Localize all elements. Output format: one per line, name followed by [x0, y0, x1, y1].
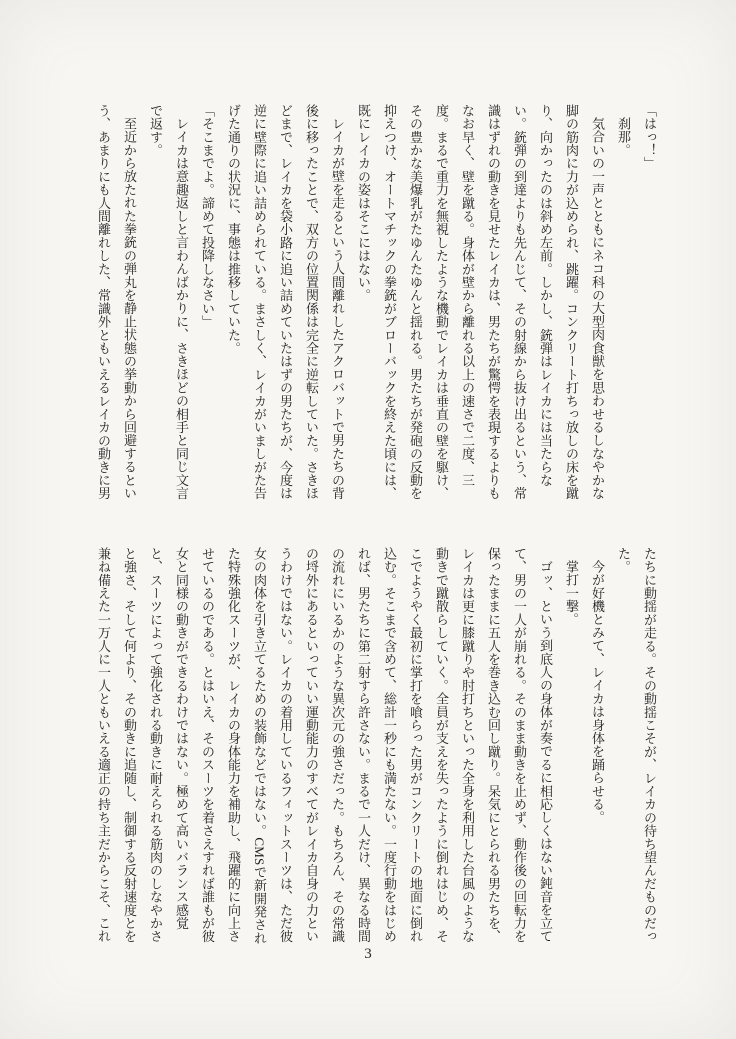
text-column: 「はっ！」 [642, 104, 657, 170]
text-column: 既にレイカの姿はそこにはない。 [356, 104, 371, 302]
text-column: 至近から放たれた拳銃の弾丸を静止状態の挙動から回避するとい [122, 117, 137, 500]
text-column: なお早く、壁を蹴る。身体が壁から離れる以上の速さで二度、三 [460, 104, 475, 487]
text-column: せているのである。とはいえ、そのスーツを着さえすれば誰もが彼 [200, 547, 215, 943]
text-column: 識はずれの動きを見せたレイカは、男たちが驚愕を表現するよりも [486, 104, 501, 500]
text-column: どまで、レイカを袋小路に追い詰めていたはずの男たちが、今度は [278, 104, 293, 500]
text-column: 女と同様の動きができるわけではない。極めて高いバランス感覚 [174, 547, 189, 930]
text-column: の埒外にあるといっていい運動能力のすべてがレイカ自身の力とい [304, 547, 319, 943]
text-column: り、向かったのは斜め左前。しかし、銃弾はレイカには当たらな [538, 104, 553, 487]
text-column: 脚の筋肉に力が込められ、跳躍。コンクリート打ちっ放しの床を蹴 [564, 104, 579, 500]
text-column: て、男の一人が崩れる。そのまま動きを止めず、動作後の回転力を [512, 547, 527, 943]
text-column: 抑えつけ、オートマチックの拳銃がブローバックを終えた頃には、 [382, 104, 397, 500]
text-column: で返す。 [148, 104, 163, 157]
text-column: 込む。そこまで含めて、総計一秒にも満たない。一度行動をはじめ [382, 547, 397, 943]
text-column: た。 [616, 547, 631, 574]
text-column: こでようやく最初に掌打を喰らった男がコンクリートの地面に倒れ [408, 547, 423, 943]
text-block-top [90, 104, 662, 514]
page-number: 3 [364, 946, 372, 962]
text-column: 「そこまでよ。諦めて投降しなさい」 [200, 104, 215, 329]
text-column: と強さ、そして何より、その動きに追随し、制御する反射速度とを [122, 547, 137, 943]
text-column: げた通りの状況に、事態は推移していた。 [226, 104, 241, 355]
text-column: 逆に壁際に追い詰められている。まさしく、レイカがいましがた告 [252, 104, 267, 500]
text-column: 女の肉体を引き立てるための装飾などではない。CMSで新開発され [252, 547, 267, 945]
text-column: う、あまりにも人間離れした、常識外ともいえるレイカの動きに男 [96, 104, 111, 500]
text-column: 保ったままに五人を巻き込む回し蹴り。呆気にとられる男たちを、 [486, 547, 501, 943]
text-column: 動きで蹴散らしていく。全員が支えを失ったように倒れはじめ、そ [434, 547, 449, 943]
text-column: レイカは意趣返しと言わんばかりに、さきほどの相手と同じ文言 [174, 117, 189, 500]
text-column: ゴッ、という到底人の身体が奏でるに相応しくはない鈍音を立て [538, 560, 553, 943]
text-column: たちに動揺が走る。その動揺こそが、レイカの待ち望んだものだっ [642, 547, 657, 943]
text-column: れば、男たちに第二射すら許さない。まるで一人だけ、異なる時間 [356, 547, 371, 943]
text-column: 兼ね備えた一万人に一人ともいえる適正の持ち主だからこそ、これ [96, 547, 111, 943]
text-column: レイカが壁を走るという人間離れしたアクロバットで男たちの背 [330, 117, 345, 500]
text-column: 掌打一撃。 [564, 560, 579, 626]
text-column: た特殊強化スーツが、レイカの身体能力を補助し、飛躍的に向上さ [226, 547, 241, 943]
text-column: 気合いの一声とともにネコ科の大型肉食獣を思わせるしなやかな [590, 117, 605, 500]
text-column: い。銃弾の到達よりも先んじて、その射線から抜け出るという、常 [512, 104, 527, 500]
text-column: 度。まるで重力を無視したような機動でレイカは垂直の壁を駆け、 [434, 104, 449, 500]
text-column: 刹那。 [616, 117, 631, 157]
text-column: と、スーツによって強化される動きに耐えられる筋肉のしなやかさ [148, 547, 163, 943]
text-column: 後に移ったことで、双方の位置関係は完全に逆転していた。さきほ [304, 104, 319, 500]
text-column: うわけではない。レイカの着用しているフィットスーツは、ただ彼 [278, 547, 293, 943]
text-column: 今が好機とみて、レイカは身体を踊らせる。 [590, 560, 605, 824]
text-column: その豊かな美爆乳がたゆんたゆんと揺れる。男たちが発砲の反動を [408, 104, 423, 500]
text-column: レイカは更に膝蹴りや肘打ちといった全身を利用した台風のような [460, 547, 475, 943]
text-block-bottom [90, 547, 662, 951]
text-column: の流れにいるかのような異次元の強さだった。もちろん、その常識 [330, 547, 345, 943]
